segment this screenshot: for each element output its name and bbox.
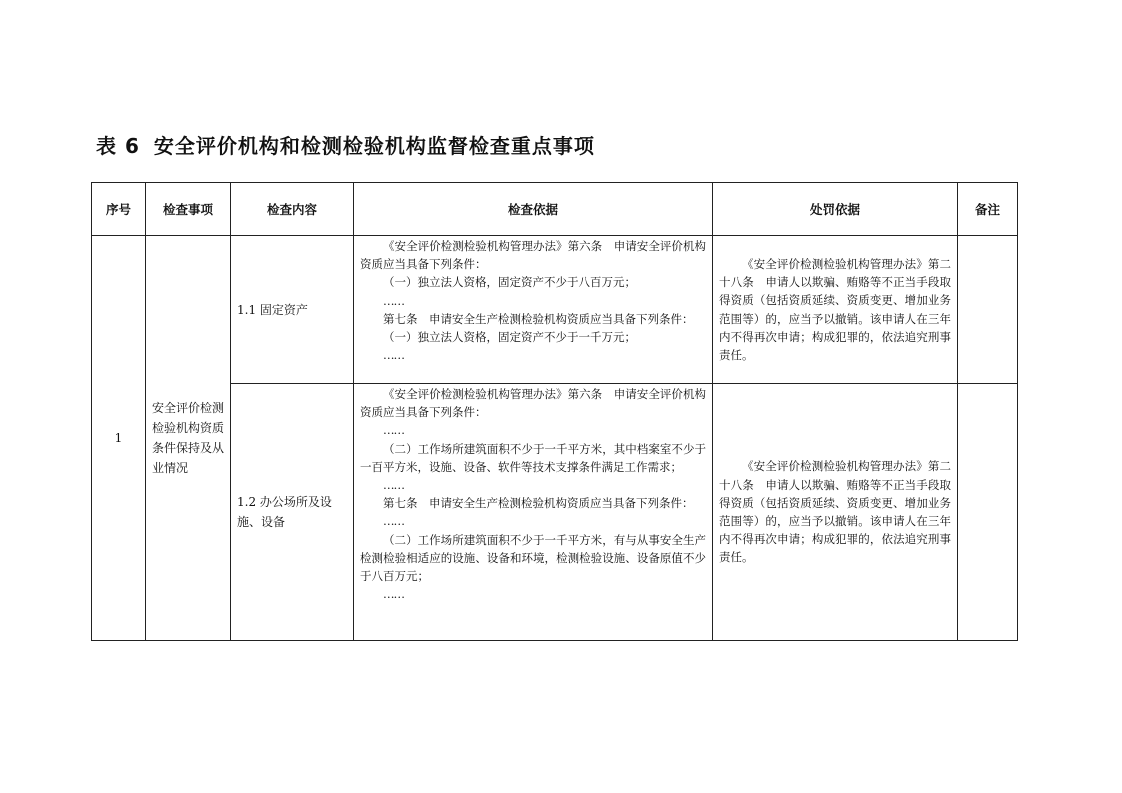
remark-cell — [958, 236, 1018, 384]
header-content: 检查内容 — [231, 183, 354, 236]
basis-line: 《安全评价检测检验机构管理办法》第六条 申请安全评价机构资质应当具备下列条件： — [360, 387, 706, 420]
basis-line: （一）独立法人资格，固定资产不少于一千万元； — [383, 330, 636, 345]
basis-line: …… — [383, 293, 404, 308]
basis-line: 第七条 申请安全生产检测检验机构资质应当具备下列条件： — [383, 311, 694, 326]
header-remark: 备注 — [958, 183, 1018, 236]
penalty-text: 《安全评价检测检验机构管理办法》第二十八条 申请人以欺骗、贿赂等不正当手段取得资质（包括资质延续、资质变更、增加业务范围等）的，应当予以撤销。该申请人在三年内不得再次申请；构成犯罪的，依法追究刑事责任。 — [719, 256, 951, 362]
header-row — [92, 183, 1018, 236]
basis-line: …… — [383, 514, 404, 529]
penalty-basis-cell — [713, 384, 958, 641]
header-item: 检查事项 — [146, 183, 231, 236]
inspection-content-cell: 1.1 固定资产 — [231, 236, 354, 384]
basis-line: （二）工作场所建筑面积不少于一千平方米，其中档案室不少于一百平方米，设施、设备、软件等技术支撑条件满足工作需求； — [360, 441, 706, 474]
remark-cell — [958, 384, 1018, 641]
basis-line: …… — [383, 348, 404, 363]
inspection-item-cell: 安全评价检测检验机构资质条件保持及从业情况 — [146, 236, 231, 641]
seq-cell: 1 — [92, 236, 146, 641]
document-title — [96, 130, 595, 159]
table-title: 安全评价机构和检测检验机构监督检查重点事项 — [153, 134, 595, 158]
penalty-basis-cell — [713, 236, 958, 384]
basis-line: …… — [383, 423, 404, 438]
basis-line: （一）独立法人资格，固定资产不少于八百万元； — [383, 275, 636, 290]
header-penalty: 处罚依据 — [713, 183, 958, 236]
basis-line: …… — [383, 478, 404, 493]
table-number: 表 6 — [96, 134, 140, 158]
basis-line: （二）工作场所建筑面积不少于一千平方米，有与从事安全生产检测检验相适应的设施、设备和环境，检测检验设施、设备原值不少于八百万元； — [360, 532, 706, 584]
header-basis: 检查依据 — [354, 183, 713, 236]
basis-line: …… — [383, 587, 404, 602]
basis-line: 第七条 申请安全生产检测检验机构资质应当具备下列条件： — [383, 496, 694, 511]
inspection-basis-cell — [354, 384, 713, 641]
table-row — [92, 384, 1018, 641]
inspection-content-cell: 1.2 办公场所及设施、设备 — [231, 384, 354, 641]
inspection-table — [91, 182, 1018, 641]
basis-line: 《安全评价检测检验机构管理办法》第六条 申请安全评价机构资质应当具备下列条件： — [360, 239, 706, 272]
penalty-text: 《安全评价检测检验机构管理办法》第二十八条 申请人以欺骗、贿赂等不正当手段取得资质（包括资质延续、资质变更、增加业务范围等）的，应当予以撤销。该申请人在三年内不得再次申请；构成犯罪的，依法追究刑事责任。 — [719, 459, 951, 565]
header-seq: 序号 — [92, 183, 146, 236]
table-row — [92, 236, 1018, 384]
inspection-basis-cell — [354, 236, 713, 384]
